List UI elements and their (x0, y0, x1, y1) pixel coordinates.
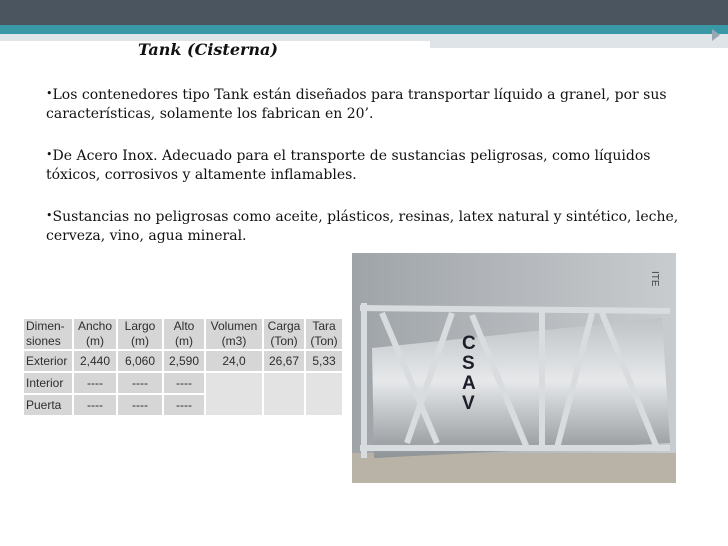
table-cell: ---- (74, 373, 116, 393)
top-bar (0, 0, 728, 25)
empty-cell (306, 373, 342, 415)
header-line: (Ton) (270, 334, 298, 348)
row-label: Exterior (24, 351, 72, 371)
header-line: Tara (312, 319, 336, 333)
header-cell (74, 319, 116, 349)
bullet-paragraph-1 (46, 84, 686, 124)
header-line: (m) (86, 334, 104, 348)
photo-side-text: ITE (649, 271, 660, 287)
paragraph-text: Sustancias no peligrosas como aceite, plásticos, resinas, latex natural y sintético, leche, cerveza, vino, agua mineral. (46, 209, 679, 244)
bullet-icon: • (46, 148, 53, 161)
bullet-icon: • (46, 87, 53, 100)
header-line: (m) (175, 334, 193, 348)
header-cell (118, 319, 162, 349)
header-cell (206, 319, 262, 349)
table-cell: 24,0 (206, 351, 262, 371)
table-cell: ---- (118, 395, 162, 415)
table-cell: ---- (118, 373, 162, 393)
dimensions-table (22, 317, 344, 417)
header-line: Largo (124, 319, 156, 333)
bullet-paragraph-2 (46, 145, 686, 185)
logo-letter: A (462, 373, 476, 394)
table-cell: ---- (74, 395, 116, 415)
header-line: Ancho (77, 319, 113, 333)
logo-letter: C (462, 333, 476, 354)
header-line: (m3) (221, 334, 247, 348)
table-cell: 26,67 (264, 351, 304, 371)
tank-container-photo (352, 253, 676, 483)
header-line: Alto (173, 319, 195, 333)
tank-photo-drawing (352, 253, 676, 483)
table-cell: 2,590 (164, 351, 204, 371)
table-cell: 5,33 (306, 351, 342, 371)
empty-cell (206, 373, 262, 415)
logo-letter: S (462, 353, 475, 374)
header-line: siones (26, 334, 61, 348)
table-row (24, 351, 342, 371)
header-line: Dimen- (26, 319, 65, 333)
table-cell: 6,060 (118, 351, 162, 371)
header-cell (264, 319, 304, 349)
header-line: (Ton) (310, 334, 338, 348)
header-cell (24, 319, 72, 349)
table-cell: ---- (164, 395, 204, 415)
header-line: Carga (267, 319, 301, 333)
table-row (24, 373, 342, 393)
bullet-icon: • (46, 209, 53, 222)
row-label: Puerta (24, 395, 72, 415)
table-cell: ---- (164, 373, 204, 393)
table-cell: 2,440 (74, 351, 116, 371)
header-line: Volumen (210, 319, 258, 333)
header-cell (306, 319, 342, 349)
table-header-row (24, 319, 342, 349)
accent-band (0, 25, 728, 34)
paragraph-text: De Acero Inox. Adecuado para el transporte de sustancias peligrosas, como líquidos tóxicos, corrosivos y altamente inflamables. (46, 148, 651, 183)
slide-title: Tank (Cisterna) (138, 40, 278, 59)
paragraph-text: Los contenedores tipo Tank están diseñados para transportar líquido a granel, por sus características, solamente los fabrican en 20’. (46, 87, 667, 122)
empty-cell (264, 373, 304, 415)
header-line: (m) (131, 334, 149, 348)
row-label: Interior (24, 373, 72, 393)
light-band-right (430, 34, 728, 48)
triangle-icon (712, 29, 720, 41)
logo-letter: V (462, 393, 475, 414)
bullet-paragraph-3 (46, 206, 686, 246)
header-cell (164, 319, 204, 349)
